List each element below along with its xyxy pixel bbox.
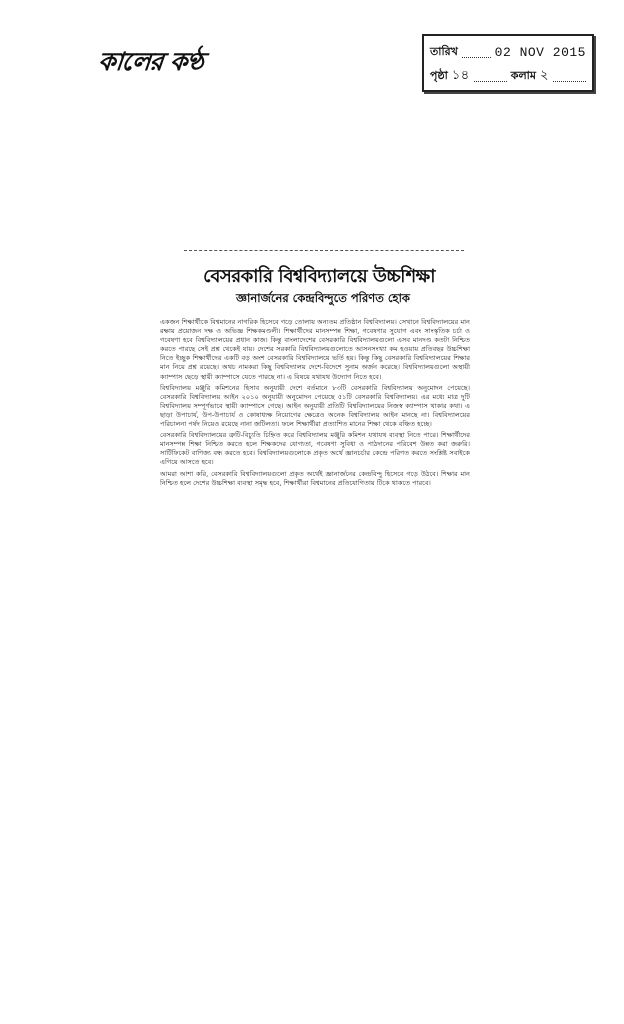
- article-paragraph: একজন শিক্ষার্থীকে বিশ্বমানের নাগরিক হিসেবে গড়ে তোলায় অন্যতম প্রতিষ্ঠান বিশ্ববিদ্যালয়। সেখানে বিশ্ববিদ্যালয়ের মান রক্ষায় প্রয়োজন দক্ষ ও অভিজ্ঞ শিক্ষকমণ্ডলী। শিক্ষার্থীদের মানসম্পন্ন শিক্ষা, গবেষণার সুযোগ এবং সাংস্কৃতিক চর্চা ও গবেষণা হবে বিশ্ববিদ্যালয়ের প্রধান কাজ। কিন্তু বাংলাদেশের বেসরকারি বিশ্ববিদ্যালয়গুলো এসব মানদণ্ড কতটা নিশ্চিত করতে পারছে সেই প্রশ্ন থেকেই যায়। দেশের সরকারি বিশ্ববিদ্যালয়গুলোতে আসনসংখ্যা কম হওয়ায় প্রতিবছর উচ্চশিক্ষা নিতে ইচ্ছুক শিক্ষার্থীদের একটি বড় অংশ বেসরকারি বিশ্ববিদ্যালয়ে ভর্তি হয়। কিন্তু কিছু বেসরকারি বিশ্ববিদ্যালয়ের শিক্ষার মান নিয়ে প্রশ্ন রয়েছে। অথচ নামকরা কিছু বিশ্ববিদ্যালয় দেশে-বিদেশে সুনাম অর্জন করেছে। বিশ্ববিদ্যালয়গুলো অস্থায়ী ক্যাম্পাস ছেড়ে স্থায়ী ক্যাম্পাসে যেতে পারছে না। এ বিষয়ে যথাযথ উদ্যোগ নিতে হবে।: [160, 318, 470, 381]
- stamp-page-row: [430, 64, 586, 88]
- stamp-date-label: তারিখ: [430, 44, 458, 58]
- article-headline: বেসরকারি বিশ্ববিদ্যালয়ে উচ্চশিক্ষা: [203, 266, 435, 287]
- stamp-dotted-line: [553, 71, 586, 82]
- article-paragraph: আমরা আশা করি, বেসরকারি বিশ্ববিদ্যালয়গুলো প্রকৃত অর্থেই জ্ঞানার্জনের কেন্দ্রবিন্দু হিসেবে গড়ে উঠবে। শিক্ষার মান নিশ্চিত হলে দেশের উচ্চশিক্ষা ব্যবস্থা সমৃদ্ধ হবে, শিক্ষার্থীরা বিশ্বমানের প্রতিযোগিতায় টিকে থাকতে পারবে।: [160, 469, 470, 487]
- newspaper-masthead: কালের কণ্ঠ: [96, 47, 205, 76]
- stamp-page-label: পৃষ্ঠা: [430, 68, 448, 82]
- stamp-column-label: কলাম: [510, 68, 536, 82]
- article-paragraph: বিশ্ববিদ্যালয় মঞ্জুরি কমিশনের হিসাব অনুযায়ী দেশে বর্তমানে ৮৩টি বেসরকারি বিশ্ববিদ্যালয় অনুমোদন পেয়েছে। বেসরকারি বিশ্ববিদ্যালয় আইন ২০১০ অনুযায়ী অনুমোদন পেয়েছে ৫১টি বেসরকারি বিশ্ববিদ্যালয়। এর মধ্যে মাত্র দুটি বিশ্ববিদ্যালয় সম্পূর্ণভাবে স্থায়ী ক্যাম্পাসে গেছে। আইন অনুযায়ী প্রতিটি বিশ্ববিদ্যালয়ের নিজস্ব ক্যাম্পাস থাকার কথা। এ ছাড়া উপাচার্য, উপ-উপাচার্য ও কোষাধ্যক্ষ নিয়োগের ক্ষেত্রেও অনেক বিশ্ববিদ্যালয় আইন মানছে না। বিশ্ববিদ্যালয়ের পরিচালনা পর্ষদ নিয়েও রয়েছে নানা জটিলতা। ফলে শিক্ষার্থীরা প্রত্যাশিত মানের শিক্ষা থেকে বঞ্চিত হচ্ছে।: [160, 383, 470, 429]
- article-paragraph: বেসরকারি বিশ্ববিদ্যালয়ের ত্রুটি-বিচ্যুতি চিহ্নিত করে বিশ্ববিদ্যালয় মঞ্জুরি কমিশন যথাযথ ব্যবস্থা নিতে পারে। শিক্ষার্থীদের মানসম্পন্ন শিক্ষা নিশ্চিত করতে হলে শিক্ষকদের যোগ্যতা, গবেষণা সুবিধা ও পাঠদানের পরিবেশ উন্নত করা জরুরি। সার্টিফিকেট বাণিজ্য বন্ধ করতে হবে। বিশ্ববিদ্যালয়গুলোকে প্রকৃত অর্থে জ্ঞানচর্চার কেন্দ্রে পরিণত করতে সংশ্লিষ্ট সবাইকে এগিয়ে আসতে হবে।: [160, 431, 470, 467]
- stamp-dotted-line: [474, 71, 507, 82]
- clipping-top-border: [184, 250, 464, 251]
- stamp-column-value: ২: [539, 67, 549, 83]
- stamp-date-row: [430, 40, 586, 64]
- article-body: [160, 318, 470, 490]
- article-subhead: জ্ঞানার্জনের কেন্দ্রবিন্দুতে পরিণত হোক: [236, 291, 410, 305]
- stamp-date-value: 02 NOV 2015: [494, 44, 586, 60]
- clipping-stamp: [422, 34, 594, 92]
- stamp-page-value: ১৪: [451, 67, 470, 83]
- stamp-dotted-line: [462, 47, 491, 58]
- article-clipping: [160, 248, 478, 700]
